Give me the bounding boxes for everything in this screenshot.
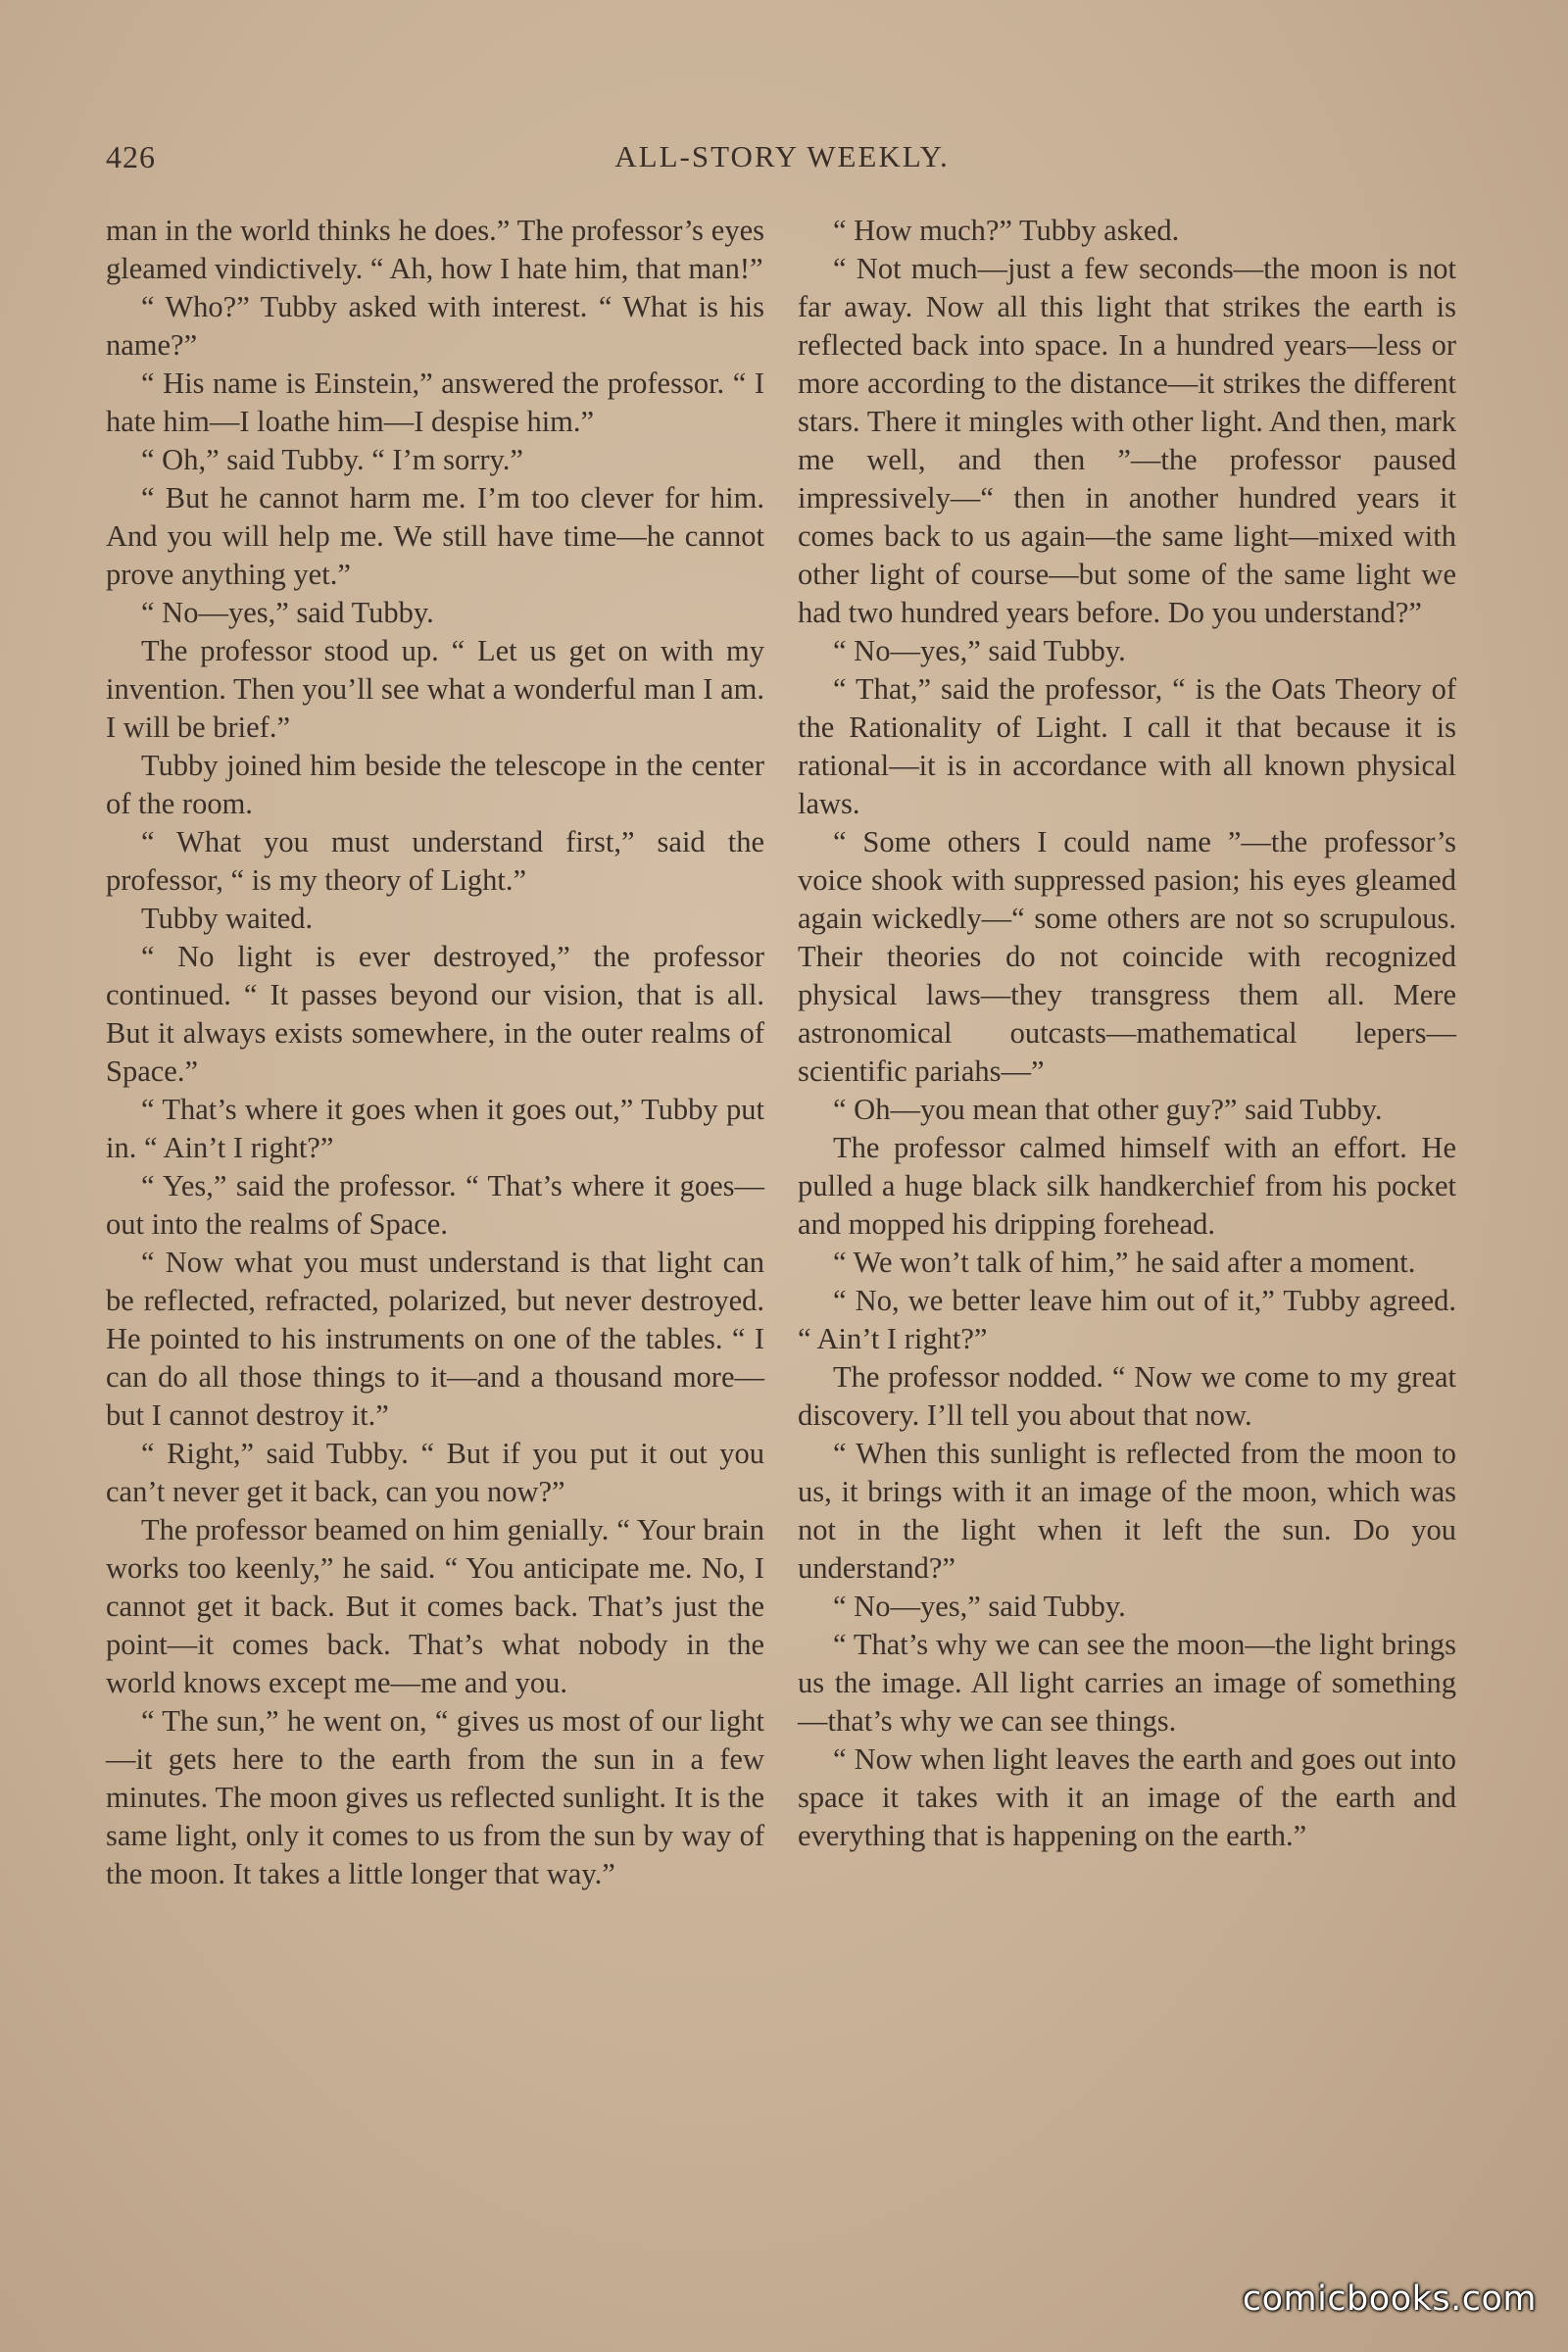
paragraph: “ His name is Einstein,” answered the professor. “ I hate him—I loathe him—I despise him.” — [106, 367, 764, 438]
paragraph: Tubby waited. — [141, 902, 314, 935]
paragraph: “ How much?” Tubby asked. — [833, 214, 1180, 247]
page-header — [106, 139, 1458, 178]
paragraph: “ When this sunlight is reflected from the moon to us, it brings with it an image of the moon, which was not in the light when it left the sun. Do you understand?” — [798, 1437, 1456, 1585]
paragraph: man in the world thinks he does.” The professor’s eyes gleamed vindictively. “ Ah, how I hate him, that man!” — [106, 214, 764, 285]
watermark-logo: comicbooks.com — [1242, 2279, 1537, 2319]
paragraph: “ That,” said the professor, “ is the Oats Theory of the Rationality of Light. I call it that because it is rational—it is in accordance with all known physical laws. — [798, 672, 1456, 820]
paragraph: “ Some others I could name ”—the professor’s voice shook with suppressed pasion; his eyes gleamed again wickedly—“ some others are not so scrupulous. Their theories do not coincide with recognized physical laws—they transgress them all. Mere astronomical outcasts—mathematical lepers—scientific pariahs—” — [798, 825, 1456, 1088]
right-column — [798, 212, 1456, 1855]
paragraph: “ No, we better leave him out of it,” Tubby agreed. “ Ain’t I right?” — [798, 1284, 1456, 1355]
paragraph: “ No light is ever destroyed,” the professor continued. “ It passes beyond our vision, that is all. But it always exists somewhere, in the outer realms of Space.” — [106, 940, 764, 1088]
paragraph: Tubby joined him beside the telescope in the center of the room. — [106, 749, 764, 820]
running-head: ALL-STORY WEEKLY. — [614, 139, 950, 173]
paragraph: “ But he cannot harm me. I’m too clever for him. And you will help me. We still have time—he cannot prove anything yet.” — [106, 481, 764, 591]
paragraph: “ No—yes,” said Tubby. — [833, 634, 1126, 667]
left-column — [106, 212, 764, 1893]
paragraph: “ What you must understand first,” said the professor, “ is my theory of Light.” — [106, 825, 764, 897]
paragraph: “ Now when light leaves the earth and goes out into space it takes with it an image of the earth and everything that is happening on the earth.” — [798, 1742, 1456, 1852]
paragraph: “ Now what you must understand is that light can be reflected, refracted, polarized, but never destroyed. He pointed to his instruments on one of the tables. “ I can do all those things to it—and a thousand more—but I cannot destroy it.” — [106, 1246, 764, 1432]
paragraph: “ We won’t talk of him,” he said after a moment. — [833, 1246, 1416, 1279]
paragraph: The professor beamed on him genially. “ Your brain works too keenly,” he said. “ You anticipate me. No, I cannot get it back. But it comes back. That’s just the point—it comes back. That’s what nobody in the world knows except me—me and you. — [106, 1513, 764, 1699]
paragraph: “ Oh—you mean that other guy?” said Tubby. — [833, 1093, 1383, 1126]
paragraph: “ No—yes,” said Tubby. — [141, 596, 434, 629]
paragraph: The professor stood up. “ Let us get on with my invention. Then you’ll see what a wonderful man I am. I will be brief.” — [106, 634, 764, 744]
paragraph: “ Yes,” said the professor. “ That’s where it goes—out into the realms of Space. — [106, 1169, 764, 1241]
page-number: 426 — [106, 139, 156, 174]
paragraph: “ The sun,” he went on, “ gives us most of our light—it gets here to the earth from the sun in a few minutes. The moon gives us reflected sunlight. It is the same light, only it comes to us from the sun by way of the moon. It takes a little longer that way.” — [106, 1704, 764, 1890]
paragraph: “ Oh,” said Tubby. “ I’m sorry.” — [141, 443, 523, 476]
paragraph: “ Who?” Tubby asked with interest. “ What is his name?” — [106, 290, 764, 362]
paragraph: “ That’s why we can see the moon—the light brings us the image. All light carries an image of something—that’s why we can see things. — [798, 1628, 1456, 1738]
paragraph: “ That’s where it goes when it goes out,” Tubby put in. “ Ain’t I right?” — [106, 1093, 764, 1164]
paragraph: The professor calmed himself with an effort. He pulled a huge black silk handkerchief from his pocket and mopped his dripping forehead. — [798, 1131, 1456, 1241]
paragraph: “ Right,” said Tubby. “ But if you put it out you can’t never get it back, can you now?” — [106, 1437, 764, 1508]
paragraph: “ Not much—just a few seconds—the moon is not far away. Now all this light that strikes the earth is reflected back into space. In a hundred years—less or more according to the distance—it strikes the different stars. There it mingles with other light. And then, mark me well, and then ”—the professor paused impressively—“ then in another hundred years it comes back to us again—the same light—mixed with other light of course—but some of the same light we had two hundred years before. Do you understand?” — [798, 252, 1456, 629]
paragraph: The professor nodded. “ Now we come to my great discovery. I’ll tell you about that now. — [798, 1360, 1456, 1432]
paragraph: “ No—yes,” said Tubby. — [833, 1590, 1126, 1623]
